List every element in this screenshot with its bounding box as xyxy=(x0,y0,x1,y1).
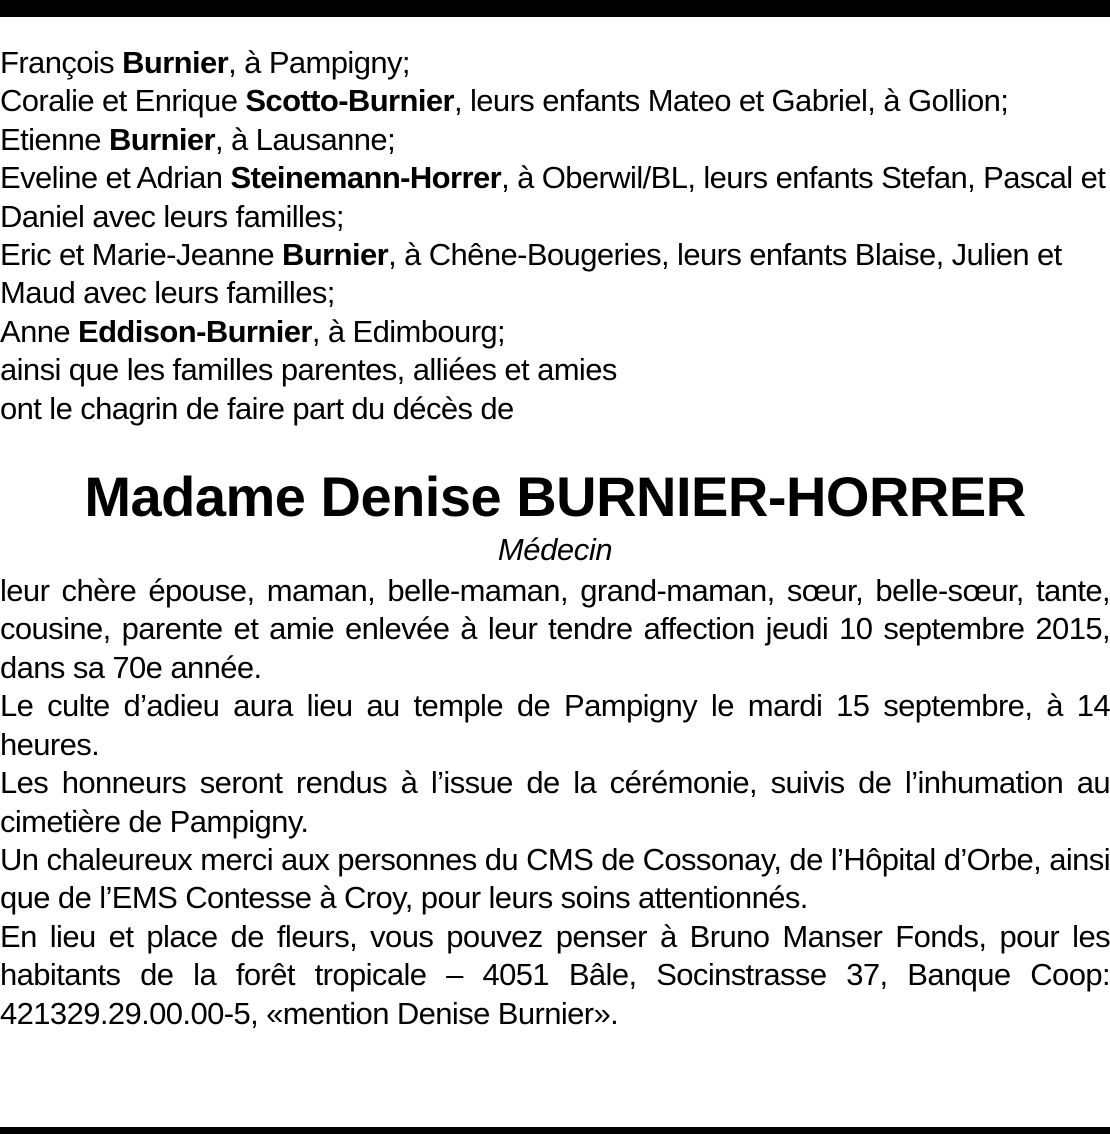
family-line-8 xyxy=(0,390,1110,428)
family-line-3-before: Etienne xyxy=(0,121,109,157)
deceased-profession: Médecin xyxy=(497,532,613,568)
paragraph-burial: Les honneurs seront rendus à l’issue de la cérémonie, suivis de l’inhumation au cimetière de Pampigny. xyxy=(0,765,1110,839)
family-line-4-after: , à Oberwil/BL, leurs enfants Stefan, Pascal et Daniel avec leurs familles; xyxy=(0,160,1106,234)
notice-body xyxy=(0,572,1110,1033)
paragraph-passing: leur chère épouse, maman, belle-maman, grand-maman, sœur, belle-sœur, tante, cousine, parente et amie enlevée à leur tendre affection jeudi 10 septembre 2015, dans sa 70e année. xyxy=(0,573,1110,685)
family-line-1-surname: Burnier xyxy=(122,45,229,80)
family-line-1-before: François xyxy=(0,45,123,80)
family-line-3-after: , à Lausanne; xyxy=(215,121,396,157)
family-list xyxy=(0,44,1110,428)
paragraph-thanks: Un chaleureux merci aux personnes du CMS de Cossonay, de l’Hôpital d’Orbe, ainsi que de l’EMS Contesse à Croy, pour leurs soins attentionnés. xyxy=(0,841,1110,916)
family-line-4-surname: Steinemann-Horrer xyxy=(230,160,502,196)
family-line-2 xyxy=(0,82,1110,120)
paragraph-donation: En lieu et place de fleurs, vous pouvez penser à Bruno Manser Fonds, pour les habitants de la forêt tropicale – 4051 Bâle, Socinstrasse 37, Banque Coop: 421329.29.00.00-5, «mention Denise Burnier». xyxy=(0,918,1110,1031)
deceased-name: Madame Denise BURNIER-HORRER xyxy=(84,465,1026,529)
family-line-6 xyxy=(0,313,1110,351)
family-line-6-surname: Eddison-Burnier xyxy=(78,313,312,349)
family-line-1-after: , à Pampigny; xyxy=(228,45,410,80)
family-line-1 xyxy=(0,44,1110,82)
family-line-2-surname: Scotto-Burnier xyxy=(245,83,454,119)
paragraph-service: Le culte d’adieu aura lieu au temple de Pampigny le mardi 15 septembre, à 14 heures. xyxy=(0,688,1110,762)
family-line-5-before: Eric et Marie-Jeanne xyxy=(0,237,283,273)
family-line-8-text: ont le chagrin de faire part du décès de xyxy=(0,390,514,426)
family-line-5 xyxy=(0,236,1110,313)
family-line-7 xyxy=(0,351,1110,389)
family-line-3-surname: Burnier xyxy=(108,121,215,157)
family-line-5-after: , à Chêne-Bougeries, leurs enfants Blaise, Julien et Maud avec leurs familles; xyxy=(0,237,1062,311)
family-line-5-surname: Burnier xyxy=(282,237,389,273)
top-rule xyxy=(0,0,1110,17)
family-line-6-after: , à Edimbourg; xyxy=(311,313,506,349)
obituary-notice xyxy=(0,44,1110,1033)
family-line-4-before: Eveline et Adrian xyxy=(0,160,231,196)
family-line-6-before: Anne xyxy=(0,313,79,349)
family-line-4 xyxy=(0,159,1110,236)
family-line-2-before: Coralie et Enrique xyxy=(0,83,246,119)
bottom-rule xyxy=(0,1127,1110,1134)
family-line-2-after: , leurs enfants Mateo et Gabriel, à Gollion; xyxy=(453,83,1009,119)
family-line-3 xyxy=(0,121,1110,159)
family-line-7-text: ainsi que les familles parentes, alliées et amies xyxy=(0,352,617,388)
